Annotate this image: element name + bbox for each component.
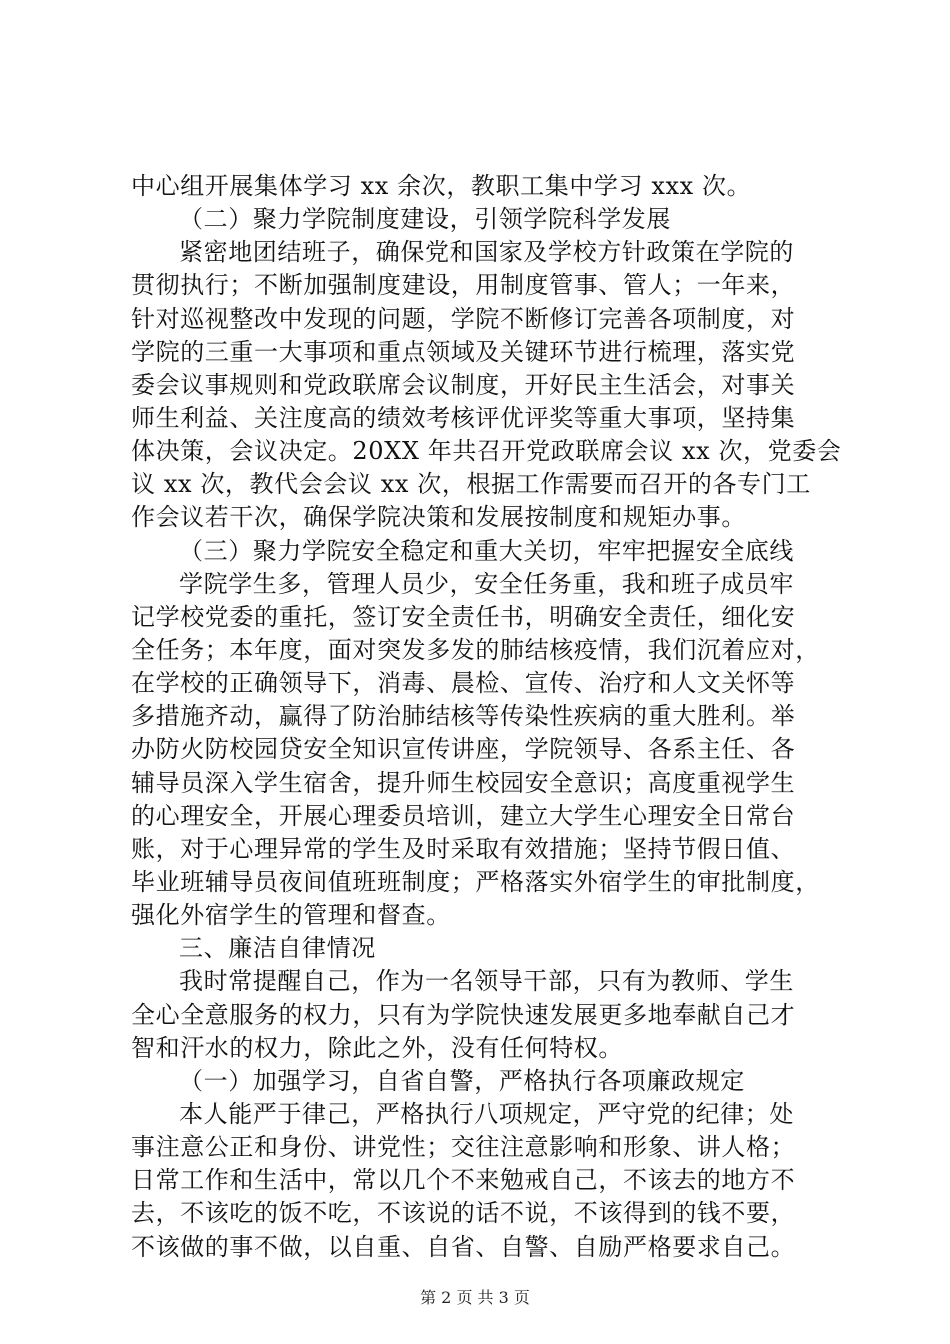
text-line: 针对巡视整改中发现的问题，学院不断修订完善各项制度，对 [131,304,796,333]
text-line: 学院的三重一大事项和重点领域及关键环节进行梳理，落实党 [131,337,796,366]
text-line: 本人能严于律己，严格执行八项规定，严守党的纪律；处 [179,1099,794,1128]
text-line: 多措施齐动，赢得了防治肺结核等传染性疾病的重大胜利。举 [131,702,796,731]
text-line: 账，对于心理异常的学生及时采取有效措施；坚持节假日值、 [131,834,796,863]
text-line: 办防火防校园贷安全知识宣传讲座，学院领导、各系主任、各 [131,735,796,764]
text-line: 日常工作和生活中，常以几个不来勉戒自己，不该去的地方不 [131,1166,796,1195]
text-line: 我时常提醒自己，作为一名领导干部，只有为教师、学生 [179,967,794,996]
text-line: 体决策，会议决定。20XX 年共召开党政联席会议 xx 次，党委会 [131,437,842,466]
text-line: 三、廉洁自律情况 [179,934,376,963]
text-line: （三）聚力学院安全稳定和重大关切，牢牢把握安全底线 [179,536,794,565]
text-line: 的心理安全，开展心理委员培训，建立大学生心理安全日常台 [131,801,796,830]
text-line: 去，不该吃的饭不吃，不该说的话不说，不该得到的钱不要， [131,1199,796,1228]
text-line: 师生利益、关注度高的绩效考核评优评奖等重大事项，坚持集 [131,403,796,432]
text-line: 作会议若干次，确保学院决策和发展按制度和规矩办事。 [131,503,746,532]
text-line: 议 xx 次，教代会会议 xx 次，根据工作需要而召开的各专门工 [131,470,811,499]
text-line: 全心全意服务的权力，只有为学院快速发展更多地奉献自己才 [131,1000,796,1029]
text-line: 委会议事规则和党政联席会议制度，开好民主生活会，对事关 [131,370,796,399]
text-line: 中心组开展集体学习 xx 余次，教职工集中学习 xxx 次。 [131,172,752,200]
text-line: 在学校的正确领导下，消毒、晨检、宣传、治疗和人文关怀等 [131,669,796,698]
text-line: 毕业班辅导员夜间值班班制度；严格落实外宿学生的审批制度， [131,867,820,896]
text-line: 全任务；本年度，面对突发多发的肺结核疫情，我们沉着应对， [131,635,820,664]
text-line: 贯彻执行；不断加强制度建设，用制度管事、管人；一年来， [131,271,796,300]
text-line: 辅导员深入学生宿舍，提升师生校园安全意识；高度重视学生 [131,768,796,797]
text-line: 不该做的事不做，以自重、自省、自警、自励严格要求自己。 [131,1232,796,1261]
text-line: （二）聚力学院制度建设，引领学院科学发展 [179,205,671,234]
text-line: 记学校党委的重托，签订安全责任书，明确安全责任，细化安 [131,602,796,631]
text-line: 紧密地团结班子，确保党和国家及学校方针政策在学院的 [179,238,794,267]
text-line: 强化外宿学生的管理和督查。 [131,901,451,930]
text-line: （一）加强学习，自省自警，严格执行各项廉政规定 [179,1066,745,1095]
document-body [131,170,842,1264]
page-footer [0,1288,950,1308]
text-line: 智和汗水的权力，除此之外，没有任何特权。 [131,1033,623,1062]
page-number-label: 第 2 页 共 3 页 [420,1288,530,1307]
text-line: 事注意公正和身份、讲党性；交往注意影响和形象、讲人格； [131,1133,796,1162]
text-line: 学院学生多，管理人员少，安全任务重，我和班子成员牢 [179,569,794,598]
